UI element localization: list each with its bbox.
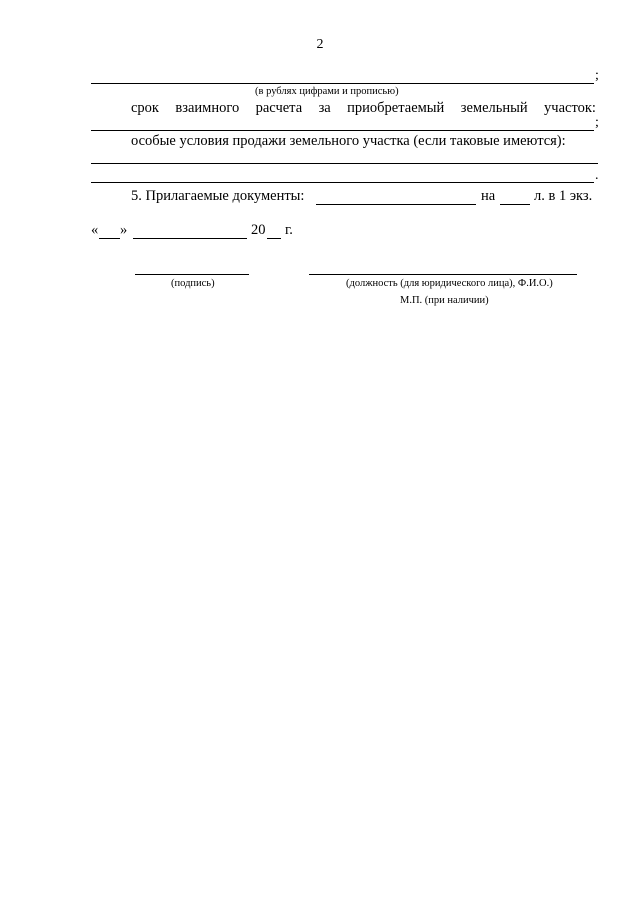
amount-end-punct: ;: [595, 68, 599, 83]
sheets-count-blank-line: [500, 204, 530, 205]
special-conditions-text: особые условия продажи земельного участка (если таковые имеются):: [131, 133, 566, 149]
signature-caption: (подпись): [171, 278, 215, 289]
attachments-label: 5. Прилагаемые документы:: [131, 188, 305, 204]
word: срок: [131, 100, 159, 116]
attachments-na: на: [481, 188, 496, 204]
page-number: 2: [316, 37, 324, 52]
date-year-blank-line: [267, 238, 281, 239]
date-year-prefix: 20: [251, 222, 266, 238]
attachments-sheets: л. в 1 экз.: [534, 188, 593, 204]
special-conditions-blank-line-1: [91, 163, 598, 164]
special-conditions-blank-line-2: [91, 182, 594, 183]
date-month-blank-line: [133, 238, 247, 239]
settlement-term-text: [131, 100, 596, 117]
word: расчета: [255, 100, 303, 116]
date-year-suffix: г.: [285, 222, 293, 238]
signature-blank-line: [135, 274, 249, 275]
word: участок:: [544, 100, 596, 116]
date-day-blank-line: [99, 238, 120, 239]
position-name-blank-line: [309, 274, 577, 275]
amount-blank-line: [91, 83, 594, 84]
settlement-term-blank-line: [91, 130, 594, 131]
settlement-term-end-punct: ;: [595, 115, 599, 130]
date-open-quote: «: [91, 222, 99, 238]
attachments-blank-line: [316, 204, 476, 205]
amount-caption: (в рублях цифрами и прописью): [255, 86, 399, 97]
word: приобретаемый: [347, 100, 445, 116]
special-conditions-end-punct: .: [595, 168, 599, 183]
position-name-caption: (должность (для юридического лица), Ф.И.О.): [346, 278, 553, 289]
date-close-quote: »: [120, 222, 128, 238]
word: земельный: [460, 100, 528, 116]
word: взаимного: [175, 100, 240, 116]
word: за: [318, 100, 331, 116]
stamp-caption: М.П. (при наличии): [400, 295, 489, 306]
